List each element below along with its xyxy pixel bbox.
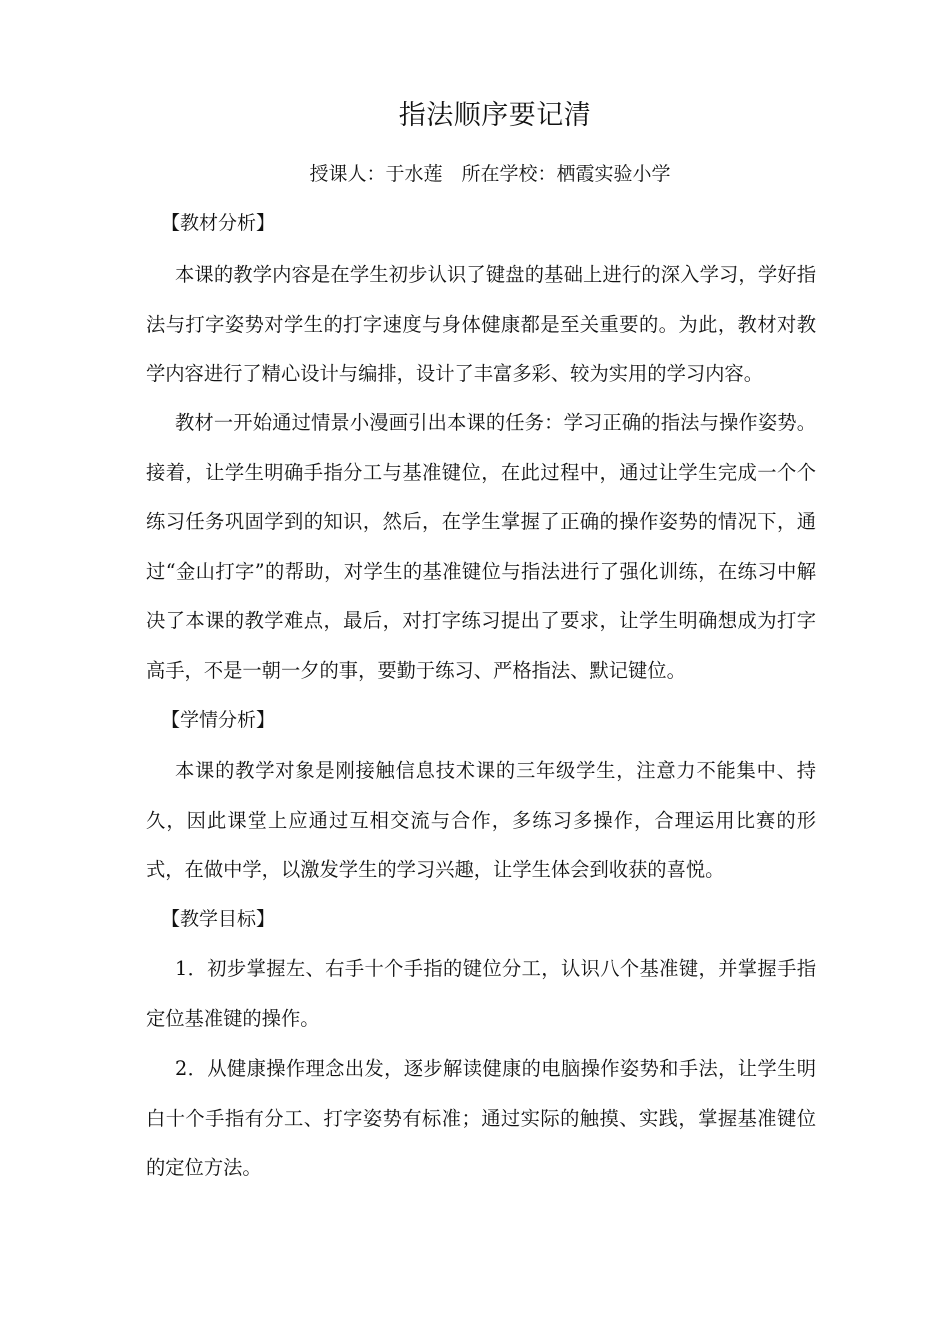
section-heading-students: 【学情分析】 [161, 709, 276, 731]
document-subtitle: 授课人：于水莲 所在学校：栖霞实验小学 [309, 163, 671, 185]
document-title: 指法顺序要记清 [398, 100, 592, 131]
goal-item-2: 2．从健康操作理念出发，逐步解读健康的电脑操作姿势和手法，让学生明白十个手指有分工、打字姿势有标准；通过实际的触摸、实践，掌握基准键位的定位方法。 [146, 1057, 816, 1179]
material-paragraph-1: 本课的教学内容是在学生初步认识了键盘的基础上进行的深入学习，学好指法与打字姿势对学生的打字速度与身体健康都是至关重要的。为此，教材对教学内容进行了精心设计与编排，设计了丰富多彩、较为实用的学习内容。 [146, 263, 816, 385]
material-paragraph-2: 教材一开始通过情景小漫画引出本课的任务：学习正确的指法与操作姿势。接着，让学生明确手指分工与基准键位，在此过程中，通过让学生完成一个个练习任务巩固学到的知识，然后，在学生掌握了正确的操作姿势的情况下，通过“金山打字”的帮助，对学生的基准键位与指法进行了强化训练，在练习中解决了本课的教学难点，最后，对打字练习提出了要求，让学生明确想成为打字高手，不是一朝一夕的事，要勤于练习、严格指法、默记键位。 [146, 411, 816, 682]
students-paragraph-1: 本课的教学对象是刚接触信息技术课的三年级学生，注意力不能集中、持久，因此课堂上应通过互相交流与合作，多练习多操作，合理运用比赛的形式，在做中学，以激发学生的学习兴趣，让学生体会到收获的喜悦。 [146, 759, 816, 881]
section-heading-material: 【教材分析】 [161, 212, 276, 234]
goal-item-1: 1．初步掌握左、右手十个手指的键位分工，认识八个基准键，并掌握手指定位基准键的操作。 [146, 957, 816, 1030]
section-heading-goals: 【教学目标】 [161, 908, 276, 930]
